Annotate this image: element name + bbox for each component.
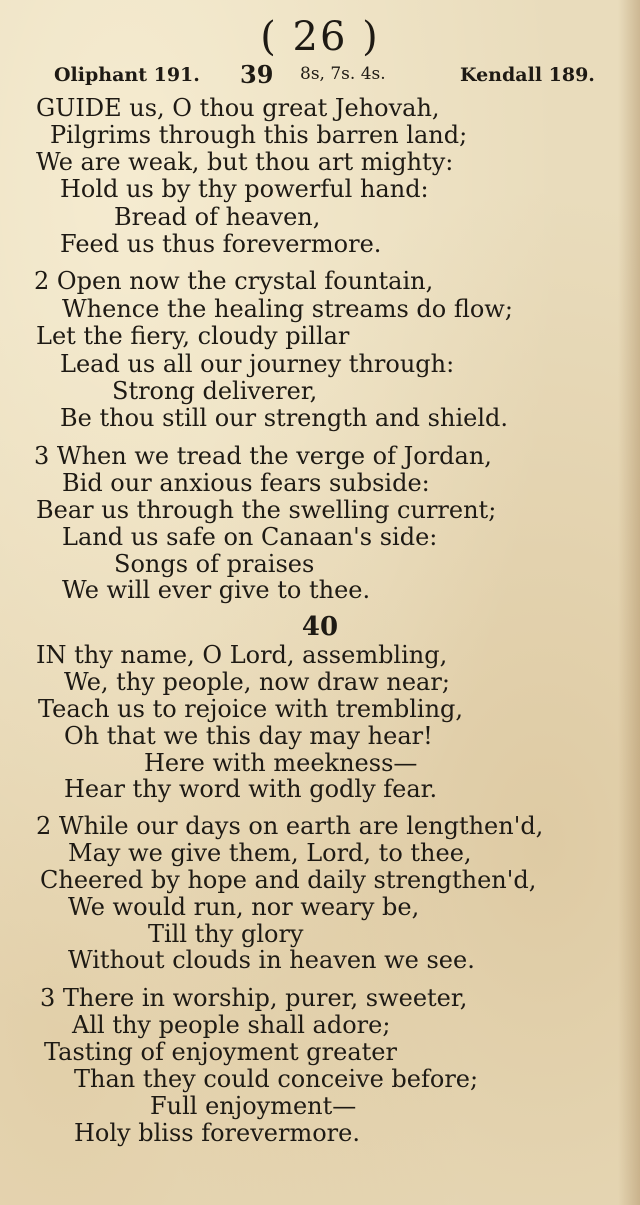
hymn-number-40: 40 xyxy=(301,612,339,642)
verse-line: 2 Open now the crystal fountain, xyxy=(34,267,434,295)
verse-line: Cheered by hope and daily strengthen'd, xyxy=(40,866,537,894)
page-edge-shadow xyxy=(618,0,640,1205)
page-number: ( 26 ) xyxy=(260,14,380,60)
verse-line: Bread of heaven, xyxy=(114,203,321,231)
verse-line: Hear thy word with godly fear. xyxy=(64,775,438,803)
tune-right: Kendall 189. xyxy=(460,64,595,86)
verse-line: Songs of praises xyxy=(114,550,315,578)
verse-line: Pilgrims through this barren land; xyxy=(50,121,468,149)
verse-line: IN thy name, O Lord, assembling, xyxy=(36,641,448,669)
verse-line: Whence the healing streams do flow; xyxy=(62,295,513,323)
meter: 8s, 7s. 4s. xyxy=(300,64,386,84)
verse-line: Be thou still our strength and shield. xyxy=(60,404,508,432)
verse-line: Lead us all our journey through: xyxy=(60,350,455,378)
verse-line: GUIDE us, O thou great Jehovah, xyxy=(36,94,440,122)
verse-line: Feed us thus forevermore. xyxy=(60,230,382,258)
verse-line: 2 While our days on earth are lengthen'd, xyxy=(36,812,544,840)
verse-line: Let the fiery, cloudy pillar xyxy=(36,322,350,350)
verse-line: Till thy glory xyxy=(148,920,304,948)
verse-line: Bid our anxious fears subside: xyxy=(62,469,430,497)
verse-line: Strong deliverer, xyxy=(112,377,318,405)
verse-line: Here with meekness— xyxy=(144,749,418,777)
verse-line: Without clouds in heaven we see. xyxy=(68,946,475,974)
verse-line: Oh that we this day may hear! xyxy=(64,722,433,750)
hymn-number-39: 39 xyxy=(240,60,274,89)
verse-line: Bear us through the swelling current; xyxy=(36,496,497,524)
verse-line: Holy bliss forevermore. xyxy=(74,1119,360,1147)
verse-line: Tasting of enjoyment greater xyxy=(44,1038,397,1066)
verse-line: Hold us by thy powerful hand: xyxy=(60,175,429,203)
verse-line: Land us safe on Canaan's side: xyxy=(62,523,438,551)
verse-line: Full enjoyment— xyxy=(150,1092,357,1120)
verse-line: Than they could conceive before; xyxy=(74,1065,479,1093)
tune-left: Oliphant 191. xyxy=(54,64,200,86)
verse-line: We would run, nor weary be, xyxy=(68,893,420,921)
verse-line: 3 When we tread the verge of Jordan, xyxy=(34,442,492,470)
verse-line: We are weak, but thou art mighty: xyxy=(36,148,454,176)
verse-line: We, thy people, now draw near; xyxy=(64,668,450,696)
verse-line: All thy people shall adore; xyxy=(72,1011,391,1039)
verse-line: We will ever give to thee. xyxy=(62,576,371,604)
verse-line: May we give them, Lord, to thee, xyxy=(68,839,472,867)
verse-line: Teach us to rejoice with trembling, xyxy=(38,695,464,723)
verse-line: 3 There in worship, purer, sweeter, xyxy=(40,984,468,1012)
